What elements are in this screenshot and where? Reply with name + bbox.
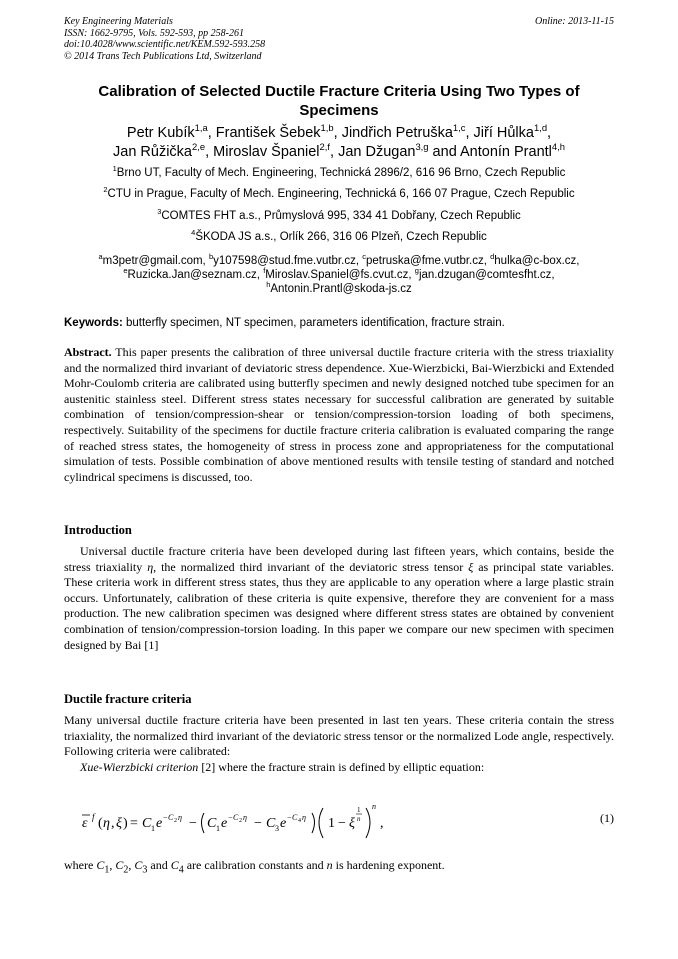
email: $^b$y107598@stud.fme.vutbr.cz, bbox=[208, 252, 363, 267]
svg-text:ξ: ξ bbox=[116, 816, 122, 831]
svg-text:3: 3 bbox=[275, 824, 279, 833]
svg-text:C: C bbox=[142, 816, 152, 831]
svg-text:n: n bbox=[357, 815, 361, 823]
online-date: Online: 2013-11-15 bbox=[535, 16, 614, 27]
author: Jan Růžička$^{2,e}$, bbox=[113, 141, 214, 160]
svg-text:−: − bbox=[254, 816, 262, 831]
svg-text:1: 1 bbox=[328, 816, 335, 831]
svg-text:C: C bbox=[292, 813, 298, 822]
email: $^e$Ruzicka.Jan@seznam.cz, bbox=[123, 266, 264, 281]
fracture-strain-equation bbox=[80, 800, 614, 844]
introduction-paragraph: Universal ductile fracture criteria have been developed during last fifteen years, which contains, beside the stress triaxiality η, the normalized third invariant of the deviatoric stress tensor ξ as principal state variables. These criteria work in different stress states, thus they are applicable to any operation where a large plastic strain occurs. Unfortunately, calibration of these criteria is quite expensive, therefore they are convenient for a mass production. The new calibration specimen was designed where different stress states are obtained by convenient combination of tension/compression-torsion loading. In this paper we compare our new specimen with specimen designed by Bai [1] bbox=[64, 544, 614, 652]
journal-name: Key Engineering Materials bbox=[64, 16, 173, 27]
svg-text:e: e bbox=[280, 816, 287, 831]
svg-text:C: C bbox=[266, 816, 276, 831]
svg-text:1: 1 bbox=[151, 824, 155, 833]
svg-text:=: = bbox=[130, 816, 138, 831]
issn-line: ISSN: 1662-9795, Vols. 592-593, pp 258-261 bbox=[64, 27, 244, 39]
svg-text:−: − bbox=[228, 813, 233, 822]
paper-title: Calibration of Selected Ductile Fracture Criteria Using Two Types of Specimens bbox=[98, 83, 580, 119]
svg-text:1: 1 bbox=[216, 824, 220, 833]
svg-text:C: C bbox=[207, 816, 217, 831]
keywords-text: butterfly specimen, NT specimen, parameters identification, fracture strain. bbox=[122, 317, 505, 329]
email-list bbox=[64, 254, 614, 296]
email: $^a$m3petr@gmail.com, bbox=[98, 252, 209, 267]
author: Petr Kubík$^{1,a}$, bbox=[126, 122, 216, 141]
svg-text:η: η bbox=[103, 816, 110, 831]
svg-text:): ) bbox=[123, 816, 128, 831]
abstract-text: This paper presents the calibration of three universal ductile fracture criteria with the stress triaxiality and the normalized third invariant of deviatoric stress dependence. Xue-Wierzbicki, Bai-Wierzbicki and Extended Mohr-Coulomb criteria are calibrated using butterfly specimen and newly designed notched tube specimen for an austenitic stainless steel. Different stress states necessary for successful calibration are generated by suitable combination of tension/compression-shear or tension/compression-torsion loading of both specimens, respectively. Suitability of the specimens for ductile fracture criteria calibration is evaluated comparing the range of reached stress states, the homogeneity of stress in process zone and appropriateness for the computational simulation of tests. Possible combination of above mentioned results with tensile testing of standard and notched cylindrical specimens is discussed, too. bbox=[64, 345, 614, 484]
xue-wierzbicki-line: Xue-Wierzbicki criterion [2] where the fracture strain is defined by elliptic equation: bbox=[80, 760, 485, 774]
journal-header bbox=[64, 16, 265, 62]
criteria-heading: Ductile fracture criteria bbox=[64, 692, 192, 706]
svg-text:n: n bbox=[372, 802, 376, 811]
svg-text:4: 4 bbox=[298, 818, 301, 824]
email: $^h$Antonin.Prantl@skoda-js.cz bbox=[266, 280, 412, 295]
svg-text:ε: ε bbox=[82, 816, 88, 831]
author: Antonín Prantl$^{4,h}$ bbox=[459, 141, 565, 160]
svg-text:e: e bbox=[156, 816, 163, 831]
email: $^f$Miroslav.Spaniel@fs.cvut.cz, bbox=[263, 266, 415, 281]
keywords-label: Keywords: bbox=[64, 317, 123, 329]
email: $^d$hulka@c-box.cz, bbox=[490, 252, 580, 267]
svg-text:e: e bbox=[221, 816, 228, 831]
criteria-paragraph: Many universal ductile fracture criteria have been presented in last ten years. These criteria contain the stress triaxiality, the normalized third invariant of the deviatoric stress tensor or the normalized Lode angle, respectively. Following criteria were calibrated: bbox=[64, 713, 614, 759]
equation-number: (1) bbox=[600, 811, 614, 825]
svg-text:η: η bbox=[243, 813, 247, 822]
svg-text:(: ( bbox=[98, 816, 103, 831]
svg-text:η: η bbox=[302, 813, 306, 822]
keywords bbox=[64, 317, 614, 329]
svg-text:,: , bbox=[380, 816, 384, 831]
svg-text:η: η bbox=[178, 813, 182, 822]
affiliation: $^4$ŠKODA JS a.s., Orlík 266, 316 06 Plzeň, Czech Republic bbox=[191, 228, 487, 243]
svg-text:C: C bbox=[233, 813, 239, 822]
svg-text:−: − bbox=[163, 813, 168, 822]
abstract-label: Abstract. bbox=[64, 345, 112, 359]
svg-text:2: 2 bbox=[174, 818, 177, 824]
svg-text:,: , bbox=[111, 816, 115, 831]
email: $^c$petruska@fme.vutbr.cz, bbox=[362, 252, 491, 267]
email: $^g$jan.dzugan@comtesfht.cz, bbox=[414, 266, 555, 281]
copyright-line: © 2014 Trans Tech Publications Ltd, Switzerland bbox=[64, 50, 262, 62]
doi-line: doi:10.4028/www.scientific.net/KEM.592-593.258 bbox=[64, 39, 266, 50]
author: František Šebek$^{1,b}$, bbox=[215, 122, 342, 141]
svg-text:C: C bbox=[168, 813, 174, 822]
introduction-heading: Introduction bbox=[64, 523, 132, 537]
affiliation: $^3$COMTES FHT a.s., Průmyslová 995, 334 41 Dobřany, Czech Republic bbox=[157, 207, 521, 222]
author-list bbox=[64, 124, 614, 162]
where-clause: where $C_1$, $C_2$, $C_3$ and $C_4$ are calibration constants and n is hardening exponent. bbox=[64, 858, 445, 876]
svg-text:f: f bbox=[92, 812, 95, 822]
svg-text:−: − bbox=[287, 813, 292, 822]
svg-text:−: − bbox=[189, 816, 197, 831]
svg-text:2: 2 bbox=[239, 818, 242, 824]
svg-text:1: 1 bbox=[357, 806, 361, 814]
affiliation: $^2$CTU in Prague, Faculty of Mech. Engineering, Technická 6, 166 07 Prague, Czech Republic bbox=[103, 185, 575, 200]
author: Jiří Hůlka$^{1,d}$, bbox=[473, 122, 552, 141]
author: Miroslav Španiel$^{2,f}$, bbox=[213, 141, 339, 160]
abstract bbox=[64, 345, 614, 485]
author: Jan Džugan$^{3,g}$ and bbox=[338, 141, 460, 160]
svg-text:ξ: ξ bbox=[349, 816, 355, 831]
affiliation: $^1$Brno UT, Faculty of Mech. Engineering, Technická 2896/2, 616 96 Brno, Czech Republic bbox=[112, 164, 566, 179]
svg-text:−: − bbox=[338, 816, 346, 831]
author: Jindřich Petruška$^{1,c}$, bbox=[341, 122, 474, 141]
